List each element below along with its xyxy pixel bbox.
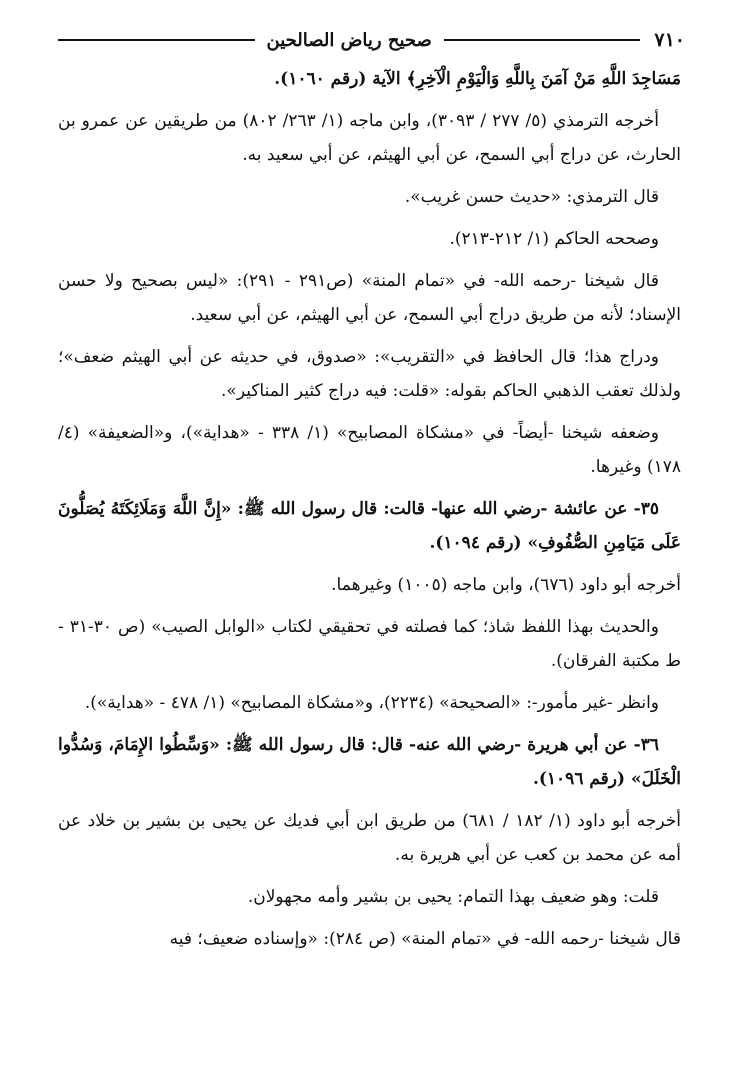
paragraph: والحديث بهذا اللفظ شاذ؛ كما فصلته في تحقيقي لكتاب «الوابل الصيب» (ص ٣٠-٣١ - ط مكتبة الفرقان). bbox=[58, 617, 681, 671]
page-body bbox=[58, 62, 681, 964]
paragraph: وانظر -غير مأمور-: «الصحيحة» (٢٢٣٤)، و«مشكاة المصابيح» (١/ ٤٧٨ - «هداية»). bbox=[84, 693, 659, 713]
hadith-paragraph: ٣٥- عن عائشة -رضي الله عنها- قالت: قال رسول الله ﷺ: «إِنَّ اللَّهَ وَمَلَائِكَتَهُ يُصَلُّونَ عَلَى مَيَامِنِ الصُّفُوفِ» (رقم ١٠٩٤). bbox=[58, 499, 681, 553]
paragraph: قال شيخنا -رحمه الله- في «تمام المنة» (ص٢٩١ - ٢٩١): «ليس بصحيح ولا حسن الإسناد؛ لأنه من طريق دراج أبي السمح، عن أبي الهيثم، عن أبي سعيد. bbox=[58, 271, 681, 325]
paragraph: وصححه الحاكم (١/ ٢١٢-٢١٣). bbox=[449, 229, 659, 249]
paragraph: ودراج هذا؛ قال الحافظ في «التقريب»: «صدوق، في حديثه عن أبي الهيثم ضعف»؛ ولذلك تعقب الذهبي الحاكم بقوله: «قلت: فيه دراج كثير المناكير». bbox=[58, 347, 681, 401]
book-title: صحيح رياض الصالحين bbox=[266, 29, 432, 51]
paragraph: أخرجه أبو داود (٦٧٦)، وابن ماجه (١٠٠٥) وغيرهما. bbox=[331, 575, 681, 595]
paragraph: وضعفه شيخنا -أيضاً- في «مشكاة المصابيح» (١/ ٣٣٨ - «هداية»)، و«الضعيفة» (٤/ ١٧٨) وغيرها. bbox=[58, 423, 681, 477]
paragraph: مَسَاجِدَ اللَّهِ مَنْ آمَنَ بِاللَّهِ وَالْيَوْمِ الْآخِرِ﴾ الآية (رقم ١٠٦٠). bbox=[274, 69, 681, 89]
header-rule-right bbox=[444, 39, 641, 41]
paragraph: قلت: وهو ضعيف بهذا التمام: يحيى بن بشير وأمه مجهولان. bbox=[247, 887, 659, 907]
paragraph: قال شيخنا -رحمه الله- في «تمام المنة» (ص ٢٨٤): «وإسناده ضعيف؛ فيه bbox=[169, 929, 681, 949]
paragraph: أخرجه الترمذي (٥/ ٢٧٧ / ٣٠٩٣)، وابن ماجه (١/ ٢٦٣/ ٨٠٢) من طريقين عن عمرو بن الحارث، عن دراج أبي السمح، عن أبي الهيثم، عن أبي سعيد به. bbox=[58, 111, 681, 165]
header-rule-left bbox=[58, 39, 255, 41]
paragraph: أخرجه أبو داود (١/ ١٨٢ / ٦٨١) من طريق ابن أبي فديك عن يحيى بن بشير بن خلاد عن أمه عن محمد بن كعب عن أبي هريرة به. bbox=[58, 811, 682, 865]
paragraph: قال الترمذي: «حديث حسن غريب». bbox=[404, 187, 659, 207]
hadith-paragraph: ٣٦- عن أبي هريرة -رضي الله عنه- قال: قال رسول الله ﷺ: «وَسِّطُوا الإِمَامَ، وَسُدُّوا الْخَلَلَ» (رقم ١٠٩٦). bbox=[58, 735, 681, 789]
page-header bbox=[52, 26, 685, 54]
page-number: ٧١٠ bbox=[654, 29, 685, 51]
